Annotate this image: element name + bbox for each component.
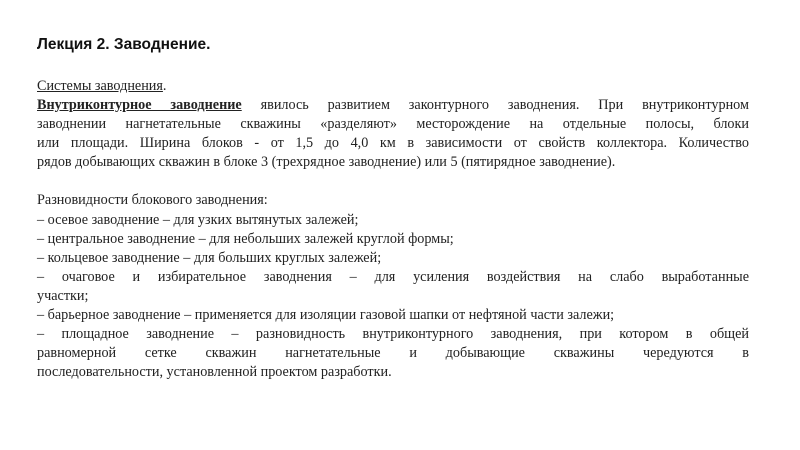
spacer	[37, 172, 749, 191]
variety-item-focal-line1: – очаговое и избирательное заводнения – для усиления воздействия на слабо выработанные	[37, 268, 749, 285]
slide-body	[37, 77, 749, 382]
variety-item-central: – центральное заводнение – для небольших залежей круглой формы;	[37, 230, 454, 247]
varieties-heading: Разновидности блокового заводнения:	[37, 192, 268, 209]
variety-item-areal-line1: – площадное заводнение – разновидность внутриконтурного заводнения, при котором в общей	[37, 326, 749, 343]
paragraph1-line2: заводнении нагнетательные скважины «разделяют» месторождение на отдельные полосы, блоки	[37, 116, 749, 133]
variety-item-areal-line3: последовательности, установленной проектом разработки.	[37, 364, 392, 381]
section-heading-suffix: .	[162, 78, 167, 94]
variety-item-barrier: – барьерное заводнение – применяется для изоляции газовой шапки от нефтяной части залежи;	[37, 307, 615, 324]
variety-item-axial: – осевое заводнение – для узких вытянутых залежей;	[37, 211, 359, 228]
paragraph1-line4: рядов добывающих скважин в блоке 3 (трехрядное заводнение) или 5 (пятирядное заводнение).	[37, 154, 616, 171]
variety-item-areal-line2: равномерной сетке скважин нагнетательные и добывающие скважины чередуются в	[37, 345, 749, 362]
section-heading-line	[37, 77, 749, 96]
slide-title: Лекция 2. Заводнение.	[37, 36, 211, 53]
paragraph1-line3: или площади. Ширина блоков - от 1,5 до 4,0 км в зависимости от свойств коллектора. Количество	[37, 135, 749, 152]
paragraph1-line1	[37, 96, 749, 115]
section-heading: Системы заводнения	[37, 78, 163, 94]
paragraph1-lead-term: Внутриконтурное заводнение	[37, 97, 242, 114]
paragraph1-line1-rest: явилось развитием законтурного заводнения. При внутриконтурном	[241, 97, 749, 114]
variety-item-ring: – кольцевое заводнение – для больших круглых залежей;	[37, 249, 382, 266]
variety-item-focal-line2: участки;	[37, 287, 89, 304]
